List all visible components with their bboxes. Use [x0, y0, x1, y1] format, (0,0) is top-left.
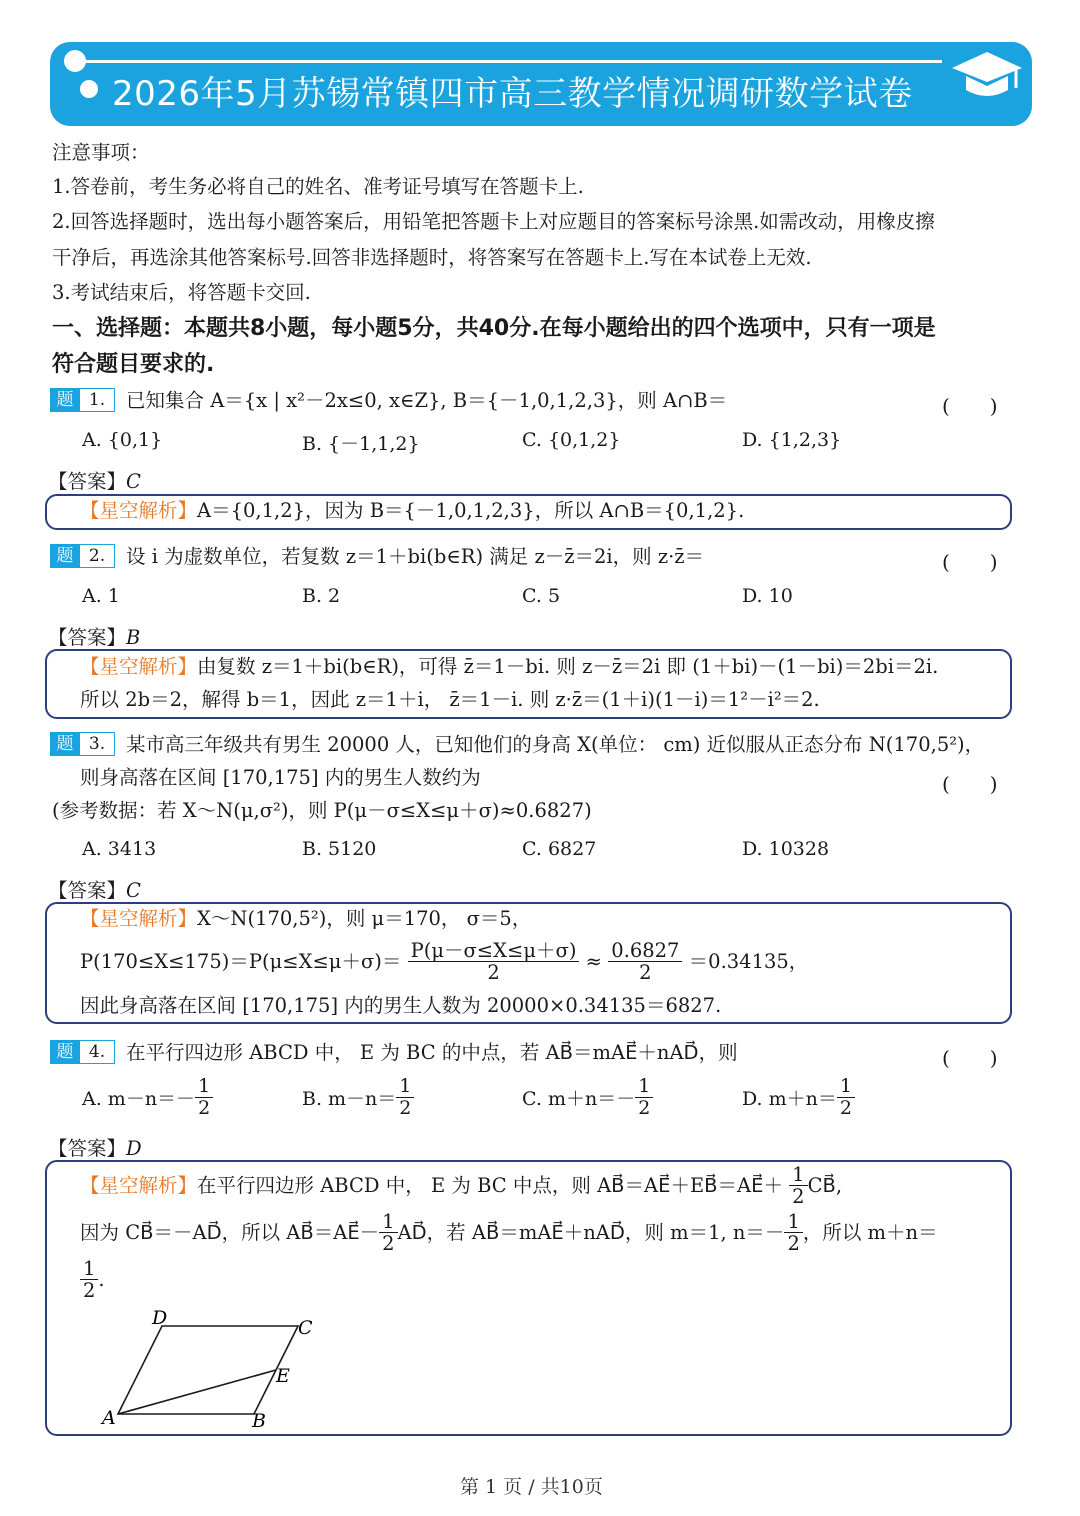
q2-answer-blank: ( ) [942, 550, 998, 574]
banner-decor-dot [64, 50, 86, 72]
question-number: 2. [80, 544, 115, 568]
q3-option-b: B. 5120 [302, 838, 377, 860]
q3-analysis-line3: 因此身高落在区间 [170,175] 内的男生人数为 20000×0.34135＝6827. [80, 994, 722, 1017]
q2-analysis-line2: 所以 2b＝2，解得 b＝1，因此 z＝1＋i， z̄＝1－i. 则 z·z̄＝(1＋i)(1－i)＝1²－i²＝2. [80, 688, 820, 711]
graduation-cap-icon [950, 48, 1024, 104]
q3-analysis-line2: P(170≤X≤175)＝P(μ≤X≤μ＋σ)＝ $\frac{P(\mu-\sigma\le X\le\mu+\sigma)}{2}$ ≈ $\frac{0.6827}{2}$ ＝0.34135， [80, 939, 809, 985]
page-number: 第 1 页 / 共10页 [460, 1476, 603, 1498]
q3-analysis-line1: 【星空解析】X～N(170,5²)，则 μ＝170， σ＝5， [80, 907, 532, 930]
point-label-e: E [276, 1365, 290, 1387]
q2-option-c: C. 5 [522, 585, 561, 607]
q1-option-a: A. {0,1} [82, 429, 163, 451]
q3-answer-blank: ( ) [942, 772, 998, 796]
q1-option-b: B. {－1,1,2} [302, 433, 420, 455]
section-heading-line1: 一、选择题：本题共8小题，每小题5分，共40分.在每小题给出的四个选项中，只有一项是 [52, 316, 936, 341]
page-title: 2026年5月苏锡常镇四市高三教学情况调研数学试卷 [112, 74, 913, 114]
q1-answer: 【答案】C [48, 470, 141, 493]
banner-bullet [80, 80, 98, 98]
q3-fraction-2: $\frac{0.6827}{2}$ [608, 940, 682, 984]
q4-option-b: B. m－n＝ $\frac{1}{2}$ [302, 1076, 414, 1119]
note-2b: 干净后，再选涂其他答案标号.回答非选择题时，将答案写在答题卡上.写在本试卷上无效. [52, 246, 812, 269]
q1-stem: 已知集合 A＝{x | x²－2x≤0, x∈Z}, B＝{－1,0,1,2,3}，则 A∩B＝ [126, 389, 728, 412]
vertex-label-b: B [252, 1410, 266, 1430]
q4-option-a: A. m－n＝－ $\frac{1}{2}$ [82, 1076, 213, 1119]
question-tag: 题 [50, 388, 80, 412]
q4-analysis-line1: 【星空解析】在平行四边形 ABCD 中， E 为 BC 中点，则 AB⃗＝AE⃗＋EB⃗＝AE⃗＋ $\frac{1}{2}$ CB⃗, [80, 1163, 843, 1209]
q2-option-b: B. 2 [302, 585, 341, 607]
q3-reference: (参考数据：若 X～N(μ,σ²)，则 P(μ－σ≤X≤μ＋σ)≈0.6827) [52, 799, 592, 822]
q4-answer: 【答案】D [48, 1137, 142, 1160]
q1-answer-blank: ( ) [942, 394, 998, 418]
q3-option-a: A. 3413 [82, 838, 157, 860]
question-number: 1. [80, 388, 115, 412]
vertex-label-c: C [298, 1317, 313, 1339]
q4-stem: 在平行四边形 ABCD 中， E 为 BC 的中点，若 AB⃗＝mAE⃗＋nAD⃗，则 [126, 1041, 738, 1064]
q2-option-a: A. 1 [82, 585, 120, 607]
section-heading-line2: 符合题目要求的. [52, 352, 215, 377]
question-tag: 题 [50, 1040, 80, 1064]
note-3: 3.考试结束后，将答题卡交回. [52, 281, 311, 304]
question-number: 4. [80, 1040, 115, 1064]
q2-option-d: D. 10 [742, 585, 793, 607]
q3-option-d: D. 10328 [742, 838, 830, 860]
parallelogram-figure [96, 1300, 326, 1430]
q2-stem: 设 i 为虚数单位，若复数 z＝1＋bi(b∈R) 满足 z－z̄＝2i，则 z·z̄＝ [126, 545, 705, 568]
q1-option-d: D. {1,2,3} [742, 429, 842, 451]
notes-heading: 注意事项： [52, 141, 150, 164]
vertex-label-a: A [102, 1407, 116, 1429]
question-tag: 题 [50, 544, 80, 568]
q2-analysis-line1: 【星空解析】由复数 z＝1＋bi(b∈R)，可得 z̄＝1－bi. 则 z－z̄＝2i 即 (1＋bi)－(1－bi)＝2bi＝2i. [80, 655, 939, 678]
q3-stem-line1: 某市高三年级共有男生 20000 人，已知他们的身高 X(单位： cm) 近似服从正态分布 N(170,5²)， [126, 733, 985, 756]
banner-divider [82, 60, 942, 63]
q1-option-c: C. {0,1,2} [522, 429, 621, 451]
q4-option-c: C. m＋n＝－ $\frac{1}{2}$ [522, 1076, 653, 1119]
q4-analysis-line3: $\frac{1}{2}$ . [80, 1258, 105, 1302]
q1-analysis: 【星空解析】A＝{0,1,2}，因为 B＝{－1,0,1,2,3}，所以 A∩B＝{0,1,2}. [80, 499, 745, 522]
q4-answer-blank: ( ) [942, 1046, 998, 1070]
q4-analysis-line2: 因为 CB⃗＝－AD⃗，所以 AB⃗＝AE⃗－ $\frac{1}{2}$ AD⃗，若 AB⃗＝mAE⃗＋nAD⃗，则 m＝1, n＝－ $\frac{1}{2}$ ，所以 m＋n＝ [80, 1210, 938, 1256]
q2-answer: 【答案】B [48, 626, 141, 649]
note-1: 1.答卷前，考生务必将自己的姓名、准考证号填写在答题卡上. [52, 175, 584, 198]
question-tag: 题 [50, 732, 80, 756]
q3-fraction-1: $\frac{P(\mu-\sigma\le X\le\mu+\sigma)}{2}$ [408, 940, 580, 984]
vertex-label-d: D [152, 1307, 168, 1329]
question-number: 3. [80, 732, 115, 756]
q3-stem-line2: 则身高落在区间 [170,175] 内的男生人数约为 [80, 766, 481, 789]
note-2a: 2.回答选择题时，选出每小题答案后，用铅笔把答题卡上对应题目的答案标号涂黑.如需改动，用橡皮擦 [52, 210, 935, 233]
q3-answer: 【答案】C [48, 879, 141, 902]
q3-option-c: C. 6827 [522, 838, 597, 860]
q4-option-d: D. m＋n＝ $\frac{1}{2}$ [742, 1076, 855, 1119]
